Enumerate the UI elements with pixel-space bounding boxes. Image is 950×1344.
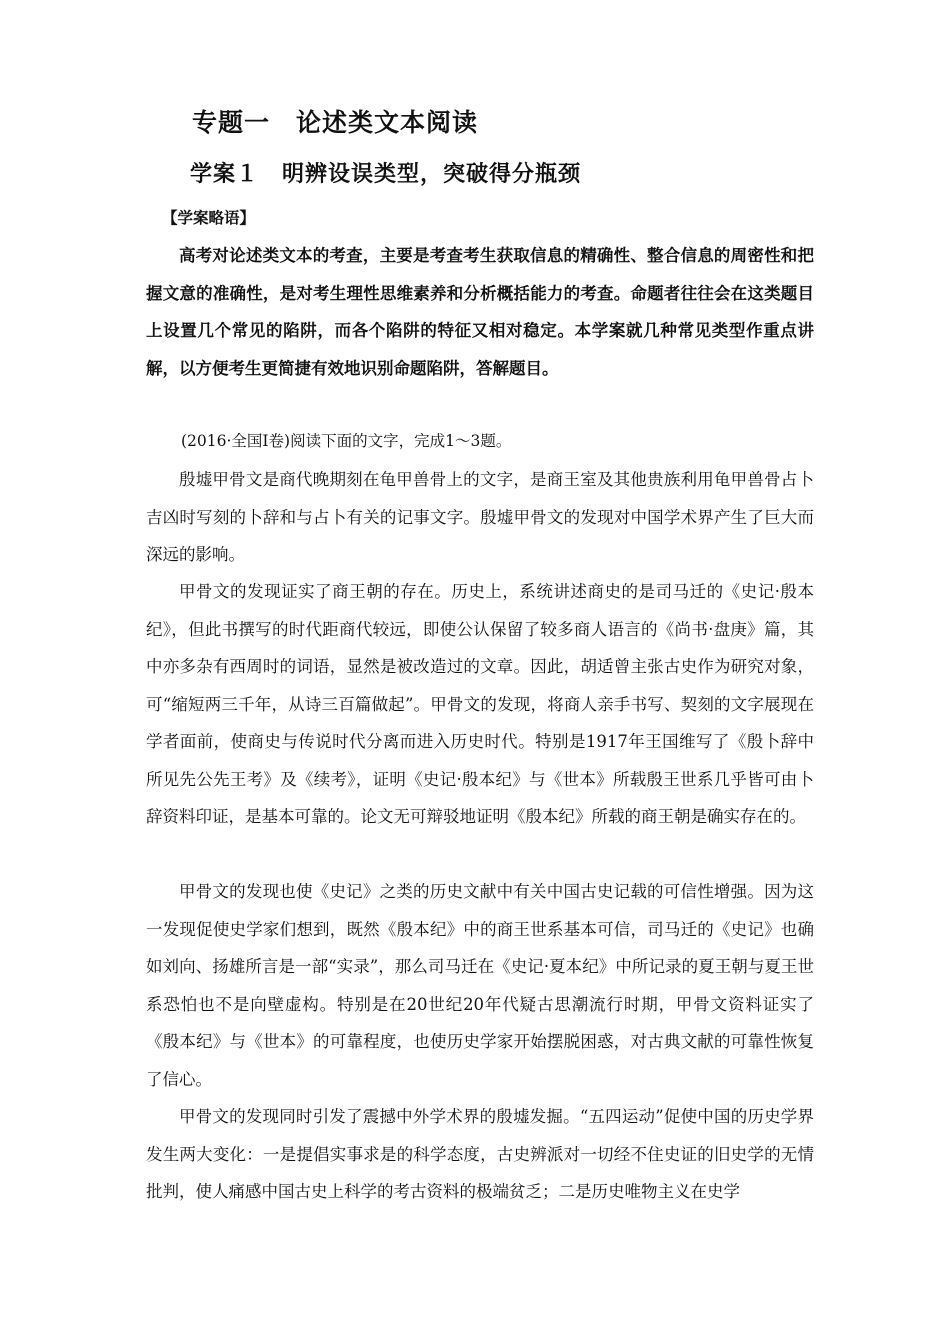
- page-title: 专题一 论述类文本阅读: [192, 108, 479, 137]
- passage-source: (2016·全国Ⅰ卷)阅读下面的文字，完成1～3题。: [181, 432, 512, 450]
- intro-paragraph: 高考对论述类文本的考查，主要是考查考生获取信息的精确性、整合信息的周密性和把握文意的准确性，是对考生理性思维素养和分析概括能力的考查。命题者往往会在这类题目上设置几个常见的陷阱，而各个陷阱的特征又相对稳定。本学案就几种常见类型作重点讲解，以方便考生更简捷有效地识别命题陷阱，答解题目。: [146, 246, 814, 378]
- passage-paragraph-2: 甲骨文的发现证实了商王朝的存在。历史上，系统讲述商史的是司马迁的《史记·殷本纪》，但此书撰写的时代距商代较远，即使公认保留了较多商人语言的《尚书·盘庚》篇，其中亦多杂有西周时的词语，显然是被改造过的文章。因此，胡适曾主张古史作为研究对象，可“缩短两三千年，从诗三百篇做起”。甲骨文的发现，将商人亲手书写、契刻的文字展现在学者面前，使商史与传说时代分离而进入历史时代。特别是1917年王国维写了《殷卜辞中所见先公先王考》及《续考》，证明《史记·殷本纪》与《世本》所载殷王世系几乎皆可由卜辞资料印证，是基本可靠的。论文无可辩驳地证明《殷本纪》所载的商王朝是确实存在的。: [146, 582, 814, 826]
- page-subtitle: 学案１ 明辨设误类型，突破得分瓶颈: [190, 161, 582, 187]
- passage-paragraph-3: 甲骨文的发现也使《史记》之类的历史文献中有关中国古史记载的可信性增强。因为这一发现促使史学家们想到，既然《殷本纪》中的商王世系基本可信，司马迁的《史记》也确如刘向、扬雄所言是一部“实录”，那么司马迁在《史记·夏本纪》中所记录的夏王朝与夏王世系恐怕也不是向壁虚构。特别是在20世纪20年代疑古思潮流行时期，甲骨文资料证实了《殷本纪》与《世本》的可靠程度，也使历史学家开始摆脱困惑，对古典文献的可靠性恢复了信心。: [146, 882, 814, 1089]
- section-tag: 【学案略语】: [162, 208, 256, 227]
- passage-paragraph-4: 甲骨文的发现同时引发了震撼中外学术界的殷墟发掘。“五四运动”促使中国的历史学界发生两大变化：一是提倡实事求是的科学态度，古史辨派对一切经不住史证的旧史学的无情批判，使人痛感中国古史上科学的考古资料的极端贫乏；二是历史唯物主义在史学: [146, 1107, 814, 1201]
- passage-paragraph-1: 殷墟甲骨文是商代晚期刻在龟甲兽骨上的文字，是商王室及其他贵族利用龟甲兽骨占卜吉凶时写刻的卜辞和与占卜有关的记事文字。殷墟甲骨文的发现对中国学术界产生了巨大而深远的影响。: [146, 470, 814, 564]
